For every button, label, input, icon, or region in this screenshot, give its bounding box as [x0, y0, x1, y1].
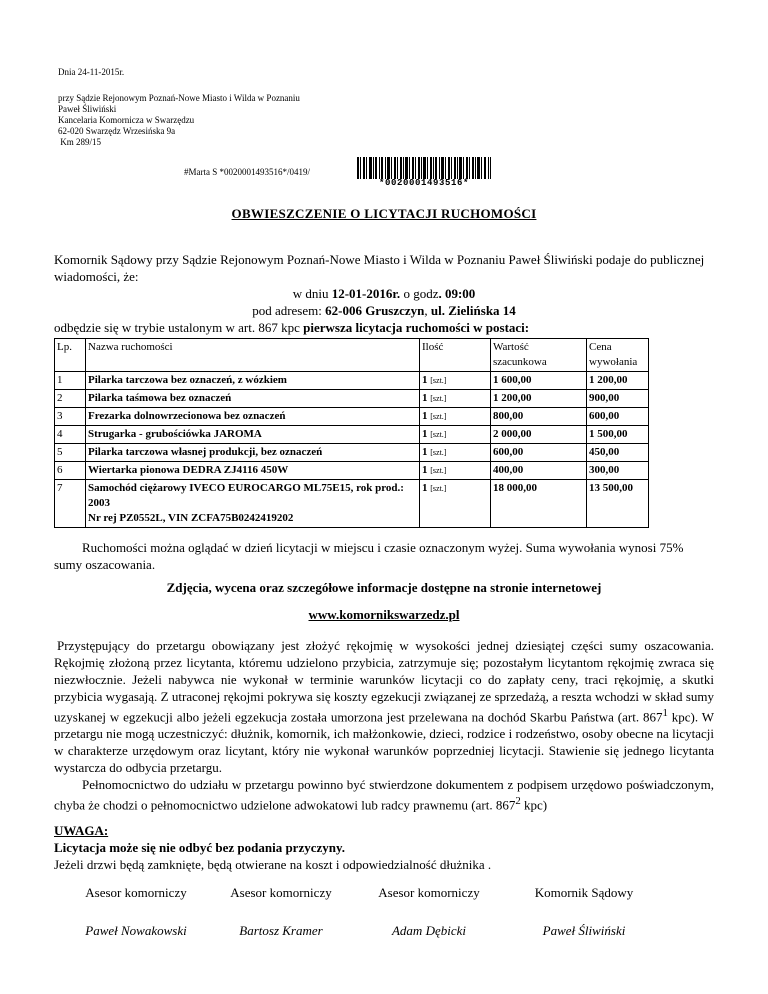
cell-qty	[420, 390, 491, 408]
signature-name: Adam Dębicki	[391, 923, 466, 938]
cell-qty-text: 1	[422, 374, 428, 386]
time-prefix: o godz	[400, 286, 439, 301]
unit-label: [szt.]	[430, 394, 447, 403]
signature-role: Asesor komorniczy	[378, 885, 480, 900]
cell-name	[86, 408, 420, 426]
cell-qty-text: 1	[422, 446, 428, 458]
cell-lp	[55, 444, 86, 462]
address-prefix: pod adresem:	[252, 303, 326, 318]
intro-section	[54, 251, 714, 336]
cell-value	[491, 462, 587, 480]
cell-value	[491, 426, 587, 444]
footnote-sup-1: 1	[662, 707, 668, 719]
cell-price	[587, 444, 649, 462]
auction-mode-line	[54, 319, 714, 336]
terms-text-1b: kpc). W przetargu nie mogą uczestniczyć: dłużnik, komornik, ich małżonkowie, dzieci, rodzice i rodzeństwo, osoby obecne na licytacji w charakterze urzędowym oraz licytant, który nie wykonał warunków poprzedniej licytacji. Stawienie się jednego licytanta wystarcza do odbycia przetargu.	[54, 709, 714, 776]
header-qty: Ilość	[420, 339, 491, 372]
cell-qty-text: 1	[422, 428, 428, 440]
signature-name: Paweł Śliwiński	[542, 923, 626, 938]
signature-role: Asesor komorniczy	[230, 885, 332, 900]
auction-street: ul. Zielińska 14	[430, 303, 516, 318]
terms-text-2b: kpc)	[520, 797, 548, 813]
table-row	[55, 444, 649, 462]
cell-value	[491, 372, 587, 390]
cell-price-text: 1 500,00	[589, 428, 628, 440]
cell-name	[86, 372, 420, 390]
reference-code: #Marta S *0020001493516*/0419/	[184, 167, 310, 177]
auction-mode: pierwsza licytacja ruchomości w postaci:	[303, 320, 530, 335]
barcode-image	[357, 157, 491, 179]
cell-qty	[420, 408, 491, 426]
address-line: przy Sądzie Rejonowym Poznań-Nowe Miasto i Wilda w Poznaniu	[58, 93, 300, 103]
cell-lp-text: 4	[57, 428, 63, 440]
terms-text-1a: Przystępujący do przetargu obowiązany jest złożyć rękojmię w wysokości jednej dziesiątej części sumy oszacowania. Rękojmię złożoną przez licytanta, któremu udzielono przybicia, zatrzymuje się; pozostałym licytantom rękojmię zwraca się niezwłocznie. Jeżeli nabywca nie wykonał w terminie warunków licytacji co do zapłaty ceny, traci rękojmię, a skutki przybicia wygasają. Z utraconej rękojmi pokrywa się koszty egzekucji związanej ze sprzedażą, a reszta wchodzi w skład sumy uzyskanej w egzekucji albo jeżeli egzekucja została umorzona jest przelewana na dochód Skarbu Państwa (art. 867	[54, 638, 714, 725]
cell-value-text: 1 200,00	[493, 392, 532, 404]
cell-price-text: 13 500,00	[589, 482, 633, 494]
cell-price-text: 900,00	[589, 392, 620, 404]
cell-value-text: 1 600,00	[493, 374, 532, 386]
table-row	[55, 408, 649, 426]
items-table	[54, 338, 649, 528]
signature-block-1	[56, 885, 216, 939]
cell-lp-text: 2	[57, 392, 63, 404]
table-row	[55, 480, 649, 528]
signature-role: Asesor komorniczy	[85, 885, 187, 900]
cell-name	[86, 426, 420, 444]
table-header-row	[55, 339, 649, 372]
cell-qty	[420, 444, 491, 462]
auction-time: . 09:00	[438, 286, 476, 301]
unit-label: [szt.]	[430, 376, 447, 385]
cell-value-text: 2 000,00	[493, 428, 532, 440]
court-address	[58, 93, 300, 148]
cell-lp	[55, 408, 86, 426]
cell-name-text: Frezarka dolnowrzecionowa bez oznaczeń	[88, 410, 286, 422]
document-title: OBWIESZCZENIE O LICYTACJI RUCHOMOŚCI	[231, 206, 537, 221]
cell-qty	[420, 426, 491, 444]
header-name: Nazwa ruchomości	[86, 339, 420, 372]
cell-name-text: Strugarka - grubościówka JAROMA	[88, 428, 262, 440]
cell-price-text: 1 200,00	[589, 374, 628, 386]
cell-lp	[55, 372, 86, 390]
cell-name	[86, 444, 420, 462]
cell-qty-text: 1	[422, 464, 428, 476]
cell-price-text: 300,00	[589, 464, 620, 476]
auction-date-line	[54, 285, 714, 302]
table-row	[55, 390, 649, 408]
table-row	[55, 462, 649, 480]
warning-section	[54, 822, 491, 873]
cell-lp-text: 5	[57, 446, 63, 458]
signature-name: Bartosz Kramer	[239, 923, 323, 938]
cell-price	[587, 462, 649, 480]
unit-label: [szt.]	[430, 466, 447, 475]
cell-price	[587, 426, 649, 444]
cell-lp	[55, 480, 86, 528]
intro-text: Komornik Sądowy przy Sądzie Rejonowym Poznań-Nowe Miasto i Wilda w Poznaniu Paweł Śliwiński podaje do publicznej wiadomości, że:	[54, 252, 705, 284]
warning-title: UWAGA:	[54, 823, 109, 838]
header-price: Cena wywołania	[587, 339, 649, 372]
cell-value-text: 800,00	[493, 410, 524, 422]
cell-qty	[420, 462, 491, 480]
table-row	[55, 372, 649, 390]
cell-value-text: 400,00	[493, 464, 524, 476]
cell-name-text: Pilarka tarczowa własnej produkcji, bez oznaczeń	[88, 446, 323, 458]
signature-role: Komornik Sądowy	[534, 885, 634, 900]
terms-section	[54, 637, 714, 814]
viewing-note: Ruchomości można oglądać w dzień licytacji w miejscu i czasie oznaczonym wyżej. Suma wywołania wynosi 75% sumy oszacowania.	[54, 540, 684, 572]
warning-line-2: Jeżeli drzwi będą zamknięte, będą otwierane na koszt i odpowiedzialność dłużnika .	[54, 857, 492, 872]
cell-price	[587, 390, 649, 408]
terms-paragraph-1	[54, 637, 714, 776]
auction-address-line	[54, 302, 714, 319]
cell-name	[86, 480, 420, 528]
footnote-sup-2: 2	[515, 795, 521, 808]
cell-value-text: 600,00	[493, 446, 524, 458]
cell-value-text: 18 000,00	[493, 482, 537, 494]
mode-prefix: odbędzie się w trybie ustalonym w art. 867 kpc	[54, 320, 304, 335]
cell-name-text: Pilarka taśmowa bez oznaczeń	[88, 392, 232, 404]
cell-value	[491, 480, 587, 528]
cell-name-text: Pilarka tarczowa bez oznaczeń, z wózkiem	[88, 374, 287, 386]
cell-lp	[55, 390, 86, 408]
address-sep: ,	[424, 303, 431, 318]
signature-block-4	[504, 885, 664, 939]
cell-qty-text: 1	[422, 392, 428, 404]
unit-label: [szt.]	[430, 412, 447, 421]
header-value: Wartość szacunkowa	[491, 339, 587, 372]
cell-price	[587, 372, 649, 390]
auction-date: 12-01-2016r.	[331, 286, 401, 301]
warning-line-1: Licytacja może się nie odbyć bez podania przyczyny.	[54, 840, 346, 855]
photos-info: Zdjęcia, wycena oraz szczegółowe informacje dostępne na stronie internetowej	[166, 580, 602, 595]
cell-name-text: Samochód ciężarowy IVECO EUROCARGO ML75E15, rok prod.: 2003 Nr rej PZ0552L, VIN ZCFA75B0242419202	[88, 482, 404, 524]
unit-label: [szt.]	[430, 448, 447, 457]
address-line: Paweł Śliwiński	[58, 104, 117, 114]
terms-text-2a: Pełnomocnictwo do udziału w przetargu powinno być stwierdzone dokumentem z podpisem urzędowo poświadczonym, chyba że chodzi o pełnomocnictwo udzielone adwokatowi lub radcy prawnemu (art. 867	[54, 777, 714, 813]
auction-postal-city: 62-006 Gruszczyn	[325, 303, 425, 318]
signature-block-2	[201, 885, 361, 939]
cell-price	[587, 408, 649, 426]
cell-lp-text: 7	[57, 482, 63, 494]
address-line: 62-020 Swarzędz Wrzesińska 9a	[58, 126, 176, 136]
cell-lp-text: 3	[57, 410, 63, 422]
cell-qty-text: 1	[422, 410, 428, 422]
cell-value	[491, 444, 587, 462]
cell-name-text: Wiertarka pionowa DEDRA ZJ4116 450W	[88, 464, 289, 476]
cell-name	[86, 390, 420, 408]
cell-qty	[420, 480, 491, 528]
date-prefix: w dniu	[292, 286, 332, 301]
cell-qty-text: 1	[422, 482, 428, 494]
header-lp: Lp.	[55, 339, 86, 372]
cell-price-text: 450,00	[589, 446, 620, 458]
cell-value	[491, 408, 587, 426]
document-date: Dnia 24-11-2015r.	[58, 67, 125, 77]
cell-lp	[55, 462, 86, 480]
signature-name: Paweł Nowakowski	[85, 923, 187, 938]
cell-lp	[55, 426, 86, 444]
cell-lp-text: 6	[57, 464, 63, 476]
cell-lp-text: 1	[57, 374, 63, 386]
cell-price-text: 600,00	[589, 410, 620, 422]
cell-name	[86, 462, 420, 480]
cell-value	[491, 390, 587, 408]
address-line: Kancelaria Komornicza w Swarzędzu	[58, 115, 195, 125]
cell-price	[587, 480, 649, 528]
table-row	[55, 426, 649, 444]
barcode-number: *0020001493516*	[378, 178, 469, 188]
cell-qty	[420, 372, 491, 390]
address-line: Km 289/15	[58, 137, 102, 147]
unit-label: [szt.]	[430, 484, 447, 493]
unit-label: [szt.]	[430, 430, 447, 439]
signature-block-3	[349, 885, 509, 939]
website-link[interactable]: www.komornikswarzedz.pl	[308, 607, 460, 622]
terms-paragraph-2	[54, 776, 714, 813]
